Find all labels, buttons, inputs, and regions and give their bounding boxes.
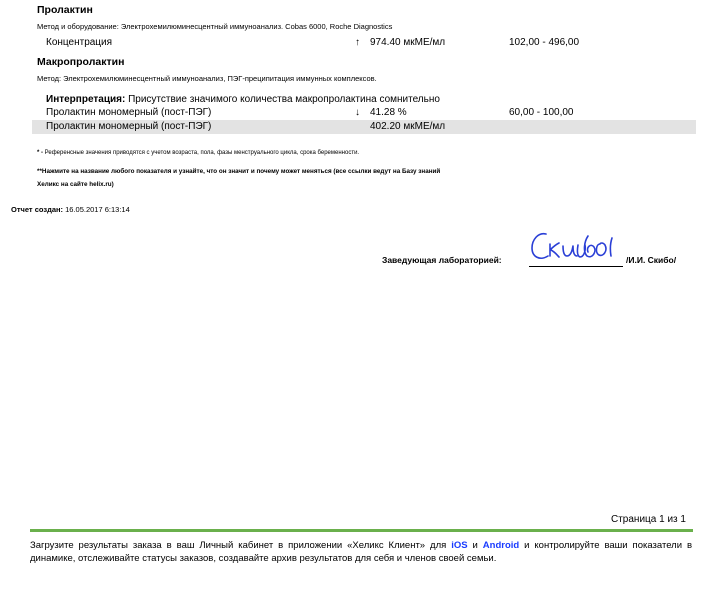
method-macroprolactin: Метод: Электрохемилюминесцентный иммуноанализ, ПЭГ-преципитация иммунных комплексов. bbox=[37, 74, 377, 83]
result-name[interactable]: Пролактин мономерный (пост-ПЭГ) bbox=[46, 121, 212, 132]
footer-text-part1: Загрузите результаты заказа в ваш Личный кабинет в приложении «Хеликс Клиент» для bbox=[30, 540, 452, 551]
head-of-lab-label: Заведующая лабораторией: bbox=[382, 255, 502, 265]
knowledge-base-note-line1: **Нажмите на название любого показателя и узнайте, что он значит и почему может меняться (все ссылки ведут на Базу знаний bbox=[37, 168, 441, 175]
ios-link[interactable]: iOS bbox=[451, 540, 468, 551]
result-reference: 102,00 - 496,00 bbox=[509, 37, 580, 48]
result-value: 974.40 мкМЕ/мл bbox=[370, 37, 446, 48]
result-reference: 60,00 - 100,00 bbox=[509, 107, 574, 118]
interpretation bbox=[46, 94, 440, 105]
report-created-label: Отчет создан: bbox=[11, 205, 64, 214]
android-link[interactable]: Android bbox=[482, 540, 520, 551]
interpretation-label: Интерпретация: bbox=[46, 94, 126, 105]
head-of-lab-name: /И.И. Скибо/ bbox=[626, 255, 677, 265]
interpretation-text: Присутствие значимого количества макропролактина сомнительно bbox=[125, 94, 440, 105]
footer-text-part2: и bbox=[467, 540, 483, 551]
footer-rule bbox=[30, 529, 693, 532]
section-title-macroprolactin[interactable]: Макропролактин bbox=[37, 56, 125, 68]
footer-text-part3: и контролируйте ваши показатели в динамике, отслеживайте статусы заказов, создавайте архив результатов для себя и членов своей семьи. bbox=[30, 540, 692, 565]
result-name[interactable]: Пролактин мономерный (пост-ПЭГ) bbox=[46, 107, 212, 118]
result-value: 402.20 мкМЕ/мл bbox=[370, 121, 446, 132]
reference-note bbox=[37, 150, 359, 156]
method-prolactin: Метод и оборудование: Электрохемилюминесцентный иммуноанализ. Cobas 6000, Roche Diagnostics bbox=[37, 22, 393, 31]
page-number: Страница 1 из 1 bbox=[611, 514, 686, 525]
section-title-prolactin[interactable]: Пролактин bbox=[37, 4, 93, 16]
report-created bbox=[11, 205, 130, 214]
result-name[interactable]: Концентрация bbox=[46, 37, 113, 48]
handwritten-signature bbox=[526, 226, 626, 268]
report-created-value: 16.05.2017 6:13:14 bbox=[63, 205, 130, 214]
flag-up-icon: ↑ bbox=[355, 37, 360, 48]
flag-down-icon: ↓ bbox=[355, 107, 360, 118]
reference-note-mark: * - bbox=[37, 150, 43, 156]
result-value: 41.28 % bbox=[370, 107, 407, 118]
footer-app-promo bbox=[30, 539, 692, 565]
knowledge-base-note-line2: Хеликс на сайте helix.ru) bbox=[37, 181, 114, 188]
reference-note-text: Референсные значения приводятся с учетом возраста, пола, фазы менструального цикла, срока беременности. bbox=[43, 150, 360, 156]
